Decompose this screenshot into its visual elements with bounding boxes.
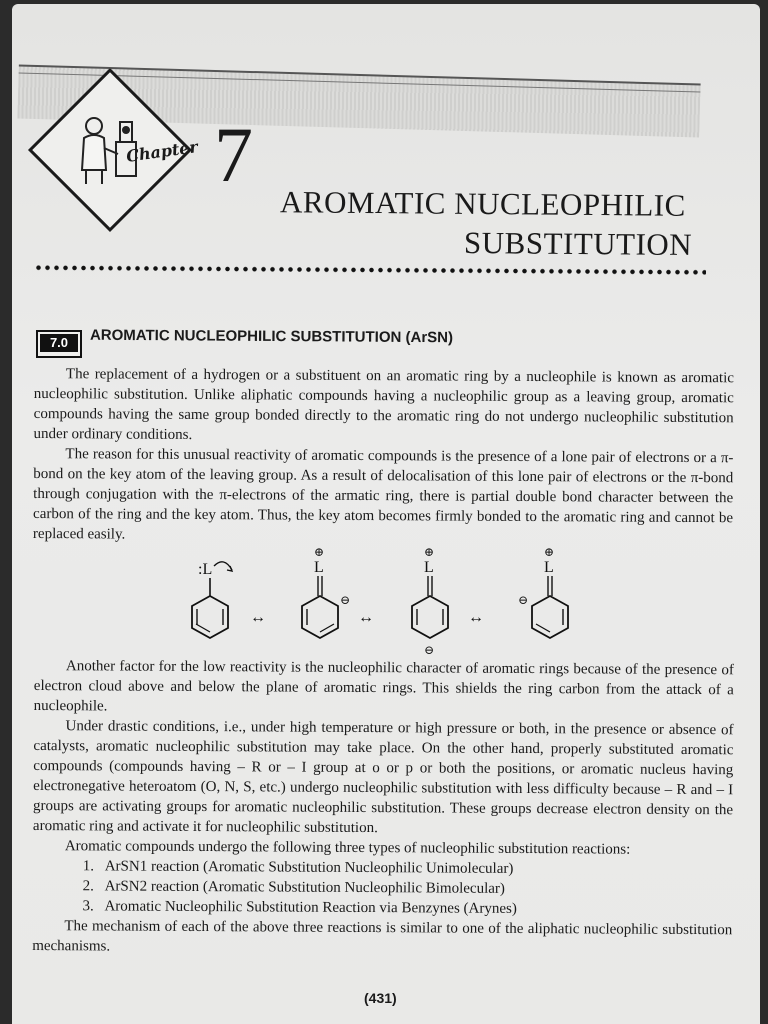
section-number-badge — [36, 330, 82, 358]
resonance-arrow: ↔ — [358, 609, 374, 626]
list-item: 2. ArSN2 reaction (Aromatic Substitution Nucleophilic Bimolecular) — [82, 878, 505, 897]
atom-label: :L — [198, 561, 213, 578]
paragraph: Under drastic conditions, i.e., under high temperature or high pressure or both, in the presence or absence of catalysts, aromatic nucleophilic substitution may take place. On the other hand, properly substituted aromatic compounds (compounds having – R or – I group at o or p or both the positions, or aromatic nucleus having electronegative heteroatom (O, N, S, etc.) undergo nucleophilic substitution with less difficulty because – R and – I groups are activating groups for aromatic nucleophilic substitution. These groups decrease electron density on the aromatic ring and activate it for nucleophilic substitution. — [32, 718, 734, 837]
list-item: 1. ArSN1 reaction (Aromatic Substitution Nucleophilic Unimolecular) — [82, 858, 514, 877]
resonance-structure-4 — [518, 545, 568, 638]
paragraph: The mechanism of each of the above three reactions is similar to one of the aliphatic nucleophilic substitution mechanisms. — [32, 918, 733, 955]
resonance-arrow: ↔ — [250, 609, 266, 626]
chapter-label: Chapter — [125, 137, 199, 166]
intro-text-block — [33, 364, 734, 548]
resonance-structures-diagram — [168, 540, 608, 668]
plus-charge: ⊕ — [424, 545, 435, 559]
atom-label: L — [314, 559, 324, 576]
minus-charge: ⊖ — [518, 593, 529, 607]
section-title: AROMATIC NUCLEOPHILIC SUBSTITUTION (ArSN) — [89, 326, 454, 347]
resonance-arrow: ↔ — [468, 609, 484, 626]
resonance-structure-3 — [412, 545, 448, 657]
reaction-types-list — [32, 856, 732, 920]
atom-label: L — [424, 559, 434, 576]
paragraph: Aromatic compounds undergo the following three types of nucleophilic substitution reactions: — [64, 838, 631, 858]
paragraph: The reason for this unusual reactivity of aromatic compounds is the presence of a lone pair of electrons or a π-bond on the key atom of the leaving group. As a result of delocalisation of this lone pair of electrons or the π-bond through conjugation with the π-electrons of the armatic ring, there is partial double bond character between the carbon of the ring and the key atom. Thus, the key atom becomes firmly bonded to the aromatic ring and cannot be replaced easily. — [32, 446, 734, 543]
plus-charge: ⊕ — [544, 545, 555, 559]
resonance-structure-2 — [302, 545, 350, 638]
chapter-title-line2: SUBSTITUTION — [463, 225, 693, 262]
minus-charge: ⊖ — [340, 593, 351, 607]
plus-charge: ⊕ — [314, 545, 325, 559]
chapter-number: 7 — [214, 111, 253, 198]
list-item: 3. Aromatic Nucleophilic Substitution Reaction via Benzynes (Arynes) — [82, 898, 517, 917]
atom-label: L — [544, 559, 554, 576]
main-text-block — [32, 656, 734, 960]
minus-charge: ⊖ — [424, 643, 435, 657]
resonance-structure-1 — [192, 561, 232, 638]
chapter-title-line1: AROMATIC NUCLEOPHILIC — [279, 184, 686, 223]
paragraph: The replacement of a hydrogen or a substituent on an aromatic ring by a nucleophile is known as aromatic nucleophilic substitution. Unlike aliphatic compounds having a nucleophilic group as a leaving group, aromatic compounds having the same group bonded directly to the aromatic ring do not undergo nucleophilic substitution under ordinary conditions. — [33, 366, 734, 443]
section-number: 7.0 — [40, 334, 78, 352]
paragraph: Another factor for the low reactivity is the nucleophilic character of aromatic rings because of the presence of electron cloud above and below the plane of aromatic rings. This shields the ring carbon from the attack of a nucleophile. — [33, 658, 734, 715]
page-number: (431) — [364, 990, 397, 1006]
